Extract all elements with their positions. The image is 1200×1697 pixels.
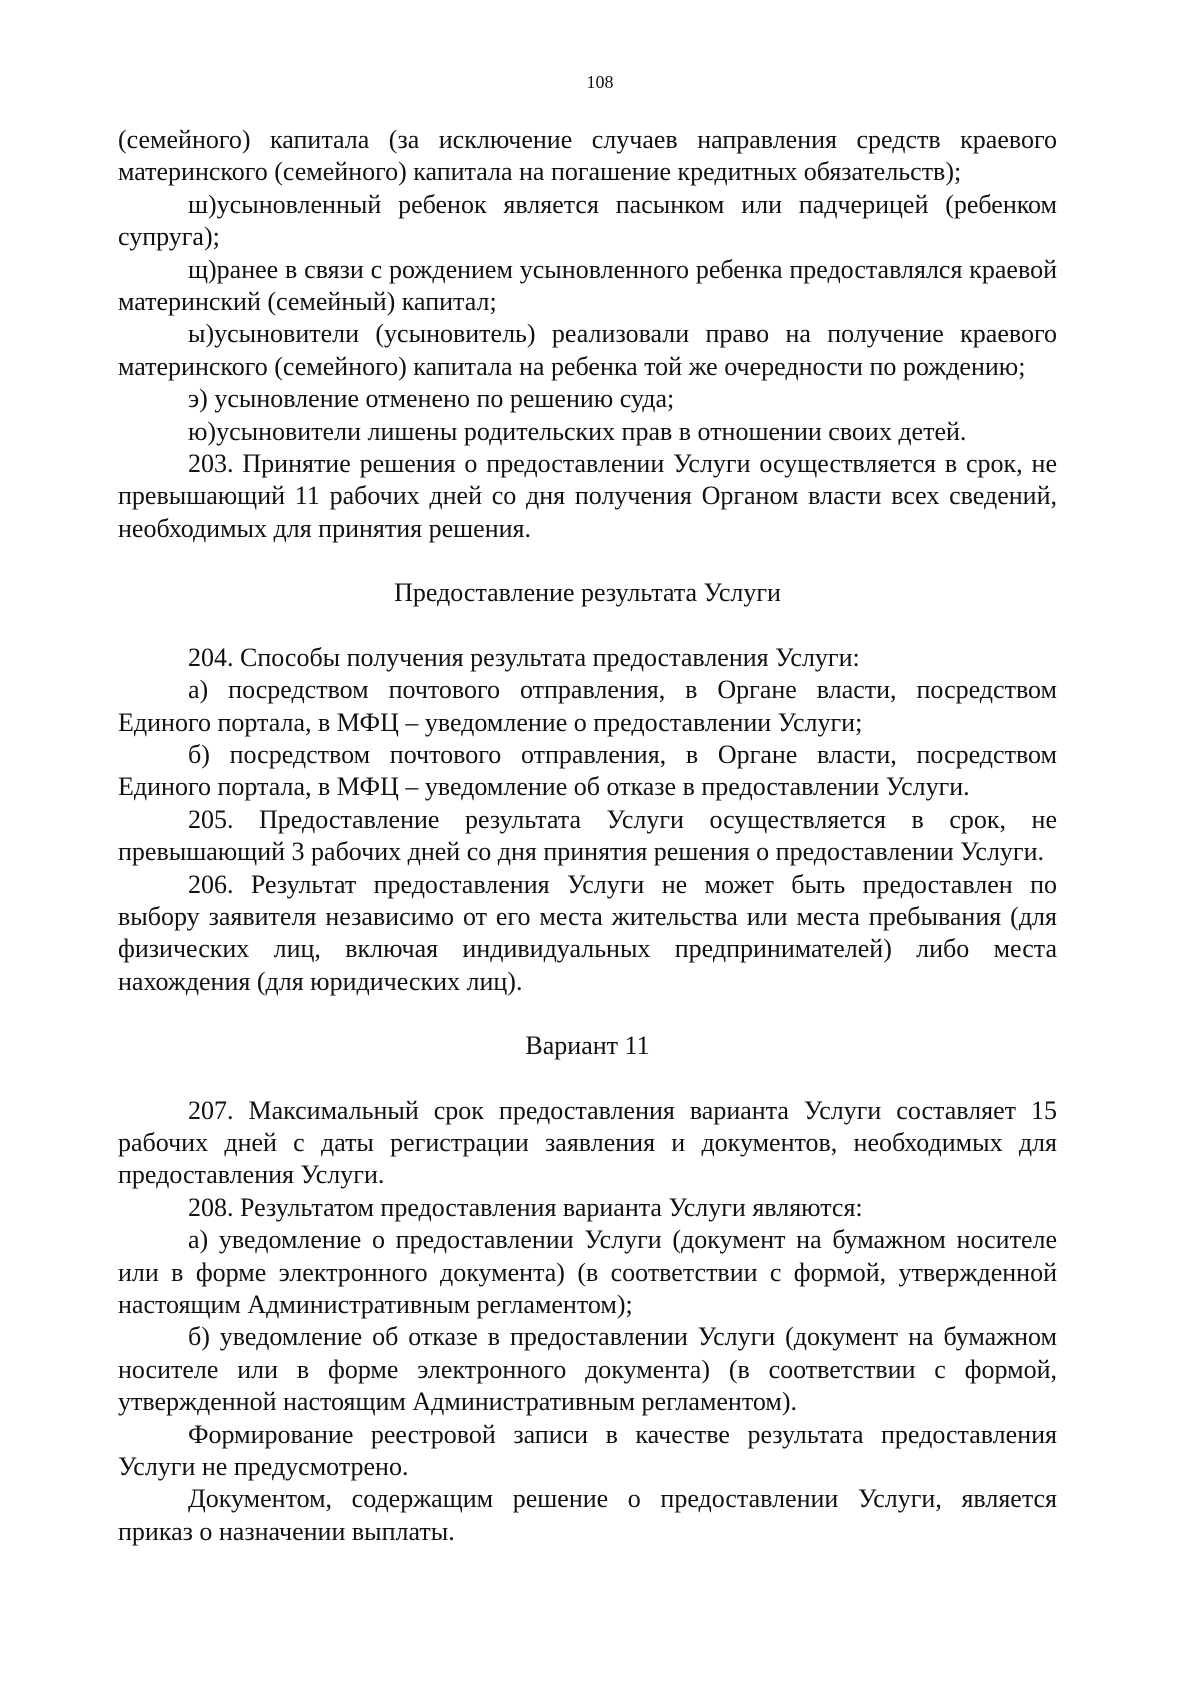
paragraph-203: 203. Принятие решения о предоставлении Услуги осуществляется в срок, не превышающий 11 рабочих дней со дня получения Органом власти всех сведений, необходимых для принятия решения.	[118, 449, 1057, 543]
paragraph-207: 207. Максимальный срок предоставления варианта Услуги составляет 15 рабочих дней с даты регистрации заявления и документов, необходимых для предоставления Услуги.	[118, 1095, 1057, 1190]
paragraph-208-a: а) уведомление о предоставлении Услуги (документ на бумажном носителе или в форме электронного документа) (в соответствии с формой, утвержденной настоящим Административным регламентом);	[118, 1225, 1057, 1319]
spacer	[118, 998, 1057, 1030]
section-heading-result: Предоставление результата Услуги	[394, 578, 781, 608]
spacer	[118, 610, 1057, 642]
paragraph-204-b: б) посредством почтового отправления, в Органе власти, посредством Единого портала, в МФЦ – уведомление об отказе в предоставлении Услуги.	[118, 739, 1057, 802]
paragraph-decision-document: Документом, содержащим решение о предоставлении Услуги, является приказ о назначении выплаты.	[118, 1484, 1057, 1546]
paragraph-registry-note: Формирование реестровой записи в качестве результата предоставления Услуги не предусмотрено.	[118, 1419, 1057, 1482]
paragraph-top-5: ю)усыновители лишены родительских прав в отношении своих детей.	[188, 416, 967, 446]
paragraph-top-3: ы)усыновители (усыновитель) реализовали право на получение краевого материнского (семейного) капитала на ребенка той же очередности по рождению;	[118, 319, 1057, 381]
paragraph-208: 208. Результатом предоставления варианта Услуги являются:	[188, 1192, 863, 1222]
section-heading-variant: Вариант 11	[525, 1031, 650, 1061]
spacer	[118, 1063, 1057, 1095]
paragraph-top-4: э) усыновление отменено по решению суда;	[188, 384, 675, 414]
paragraph-204-a: а) посредством почтового отправления, в Органе власти, посредством Единого портала, в МФЦ – уведомление о предоставлении Услуги;	[118, 675, 1057, 737]
paragraph-204: 204. Способы получения результата предоставления Услуги:	[188, 642, 860, 672]
spacer	[118, 545, 1057, 577]
paragraph-top-2: щ)ранее в связи с рождением усыновленного ребенка предоставлялся краевой материнский (семейный) капитал;	[118, 254, 1057, 317]
paragraph-top-1: ш)усыновленный ребенок является пасынком или падчерицей (ребенком супруга);	[118, 189, 1057, 252]
paragraph-206: 206. Результат предоставления Услуги не может быть предоставлен по выбору заявителя независимо от его места жительства или места пребывания (для физических лиц, включая индивидуальных предпринимателей) либо места нахождения (для юридических лиц).	[118, 869, 1057, 996]
document-body	[118, 124, 1057, 1548]
page-number: 108	[586, 72, 614, 92]
paragraph-208-b: б) уведомление об отказе в предоставлении Услуги (документ на бумажном носителе или в форме электронного документа) (в соответствии с формой, утвержденной настоящим Административным регламентом).	[118, 1322, 1057, 1417]
paragraph-205: 205. Предоставление результата Услуги осуществляется в срок, не превышающий 3 рабочих дней со дня принятия решения о предоставлении Услуги.	[118, 804, 1057, 867]
paragraph-top-0: (семейного) капитала (за исключение случаев направления средств краевого материнского (семейного) капитала на погашение кредитных обязательств);	[118, 125, 1057, 187]
